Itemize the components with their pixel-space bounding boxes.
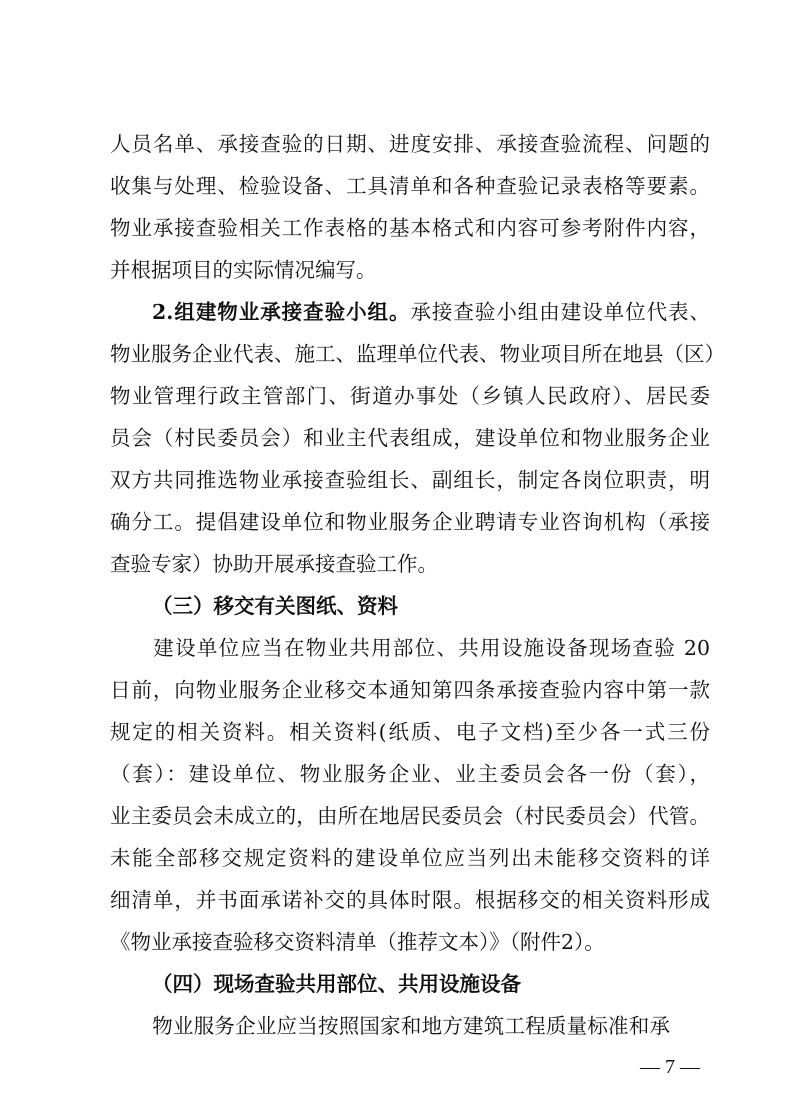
text-line: 并根据项目的实际情况编写。: [110, 258, 377, 282]
text-line: 确分工。提倡建设单位和物业服务企业聘请专业咨询机构（承接: [110, 510, 710, 534]
text-span: 建设单位应当在物业共用部位、共用设施设备现场查验 20: [152, 636, 710, 660]
text-line: 日前，向物业服务企业移交本通知第四条承接查验内容中第一款: [110, 678, 710, 702]
text-line: 细清单，并书面承诺补交的具体时限。根据移交的相关资料形成: [110, 888, 710, 912]
paragraph-lead: [110, 628, 710, 668]
subsection-title: 2.组建物业承接查验小组。: [152, 300, 411, 324]
section-heading: （四）现场查验共用部位、共用设施设备: [152, 972, 521, 996]
section-heading: （三）移交有关图纸、资料: [152, 594, 398, 618]
page-number: — 7 —: [640, 1056, 700, 1078]
text-line: 人员名单、承接查验的日期、进度安排、承接查验流程、问题的: [110, 132, 710, 156]
text-line: 物业管理行政主管部门、街道办事处（乡镇人民政府）、居民委: [110, 384, 710, 408]
text-line: 规定的相关资料。相关资料(纸质、电子文档)至少各一式三份: [110, 720, 710, 744]
text-span: 承接查验小组由建设单位代表、: [410, 300, 710, 324]
text-line: （套）：建设单位、物业服务企业、业主委员会各一份（套），: [110, 762, 710, 786]
text-line: 收集与处理、检验设备、工具清单和各种查验记录表格等要素。: [110, 174, 710, 198]
text-line: 员会（村民委员会）和业主代表组成，建设单位和物业服务企业: [110, 426, 710, 450]
paragraph-lead: [110, 292, 710, 332]
text-line: 未能全部移交规定资料的建设单位应当列出未能移交资料的详: [110, 846, 710, 870]
paragraph-lead: [110, 1006, 670, 1046]
text-line: 物业服务企业代表、施工、监理单位代表、物业项目所在地县（区）: [110, 342, 725, 366]
text-line: 双方共同推选物业承接查验组长、副组长，制定各岗位职责，明: [110, 468, 710, 492]
text-line: 物业承接查验相关工作表格的基本格式和内容可参考附件内容，: [110, 216, 710, 240]
text-line: 查验专家）协助开展承接查验工作。: [110, 552, 438, 576]
text-line: 业主委员会未成立的，由所在地居民委员会（村民委员会）代管。: [110, 804, 710, 828]
text-line: 《物业承接查验移交资料清单（推荐文本）》（附件2）。: [110, 930, 605, 954]
text-span: 物业服务企业应当按照国家和地方建筑工程质量标准和承: [152, 1014, 670, 1038]
